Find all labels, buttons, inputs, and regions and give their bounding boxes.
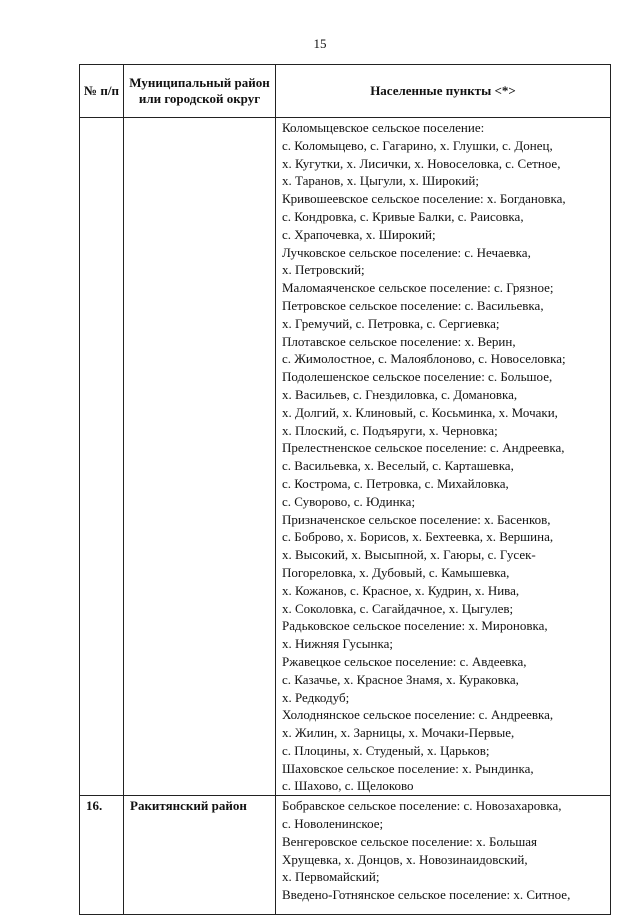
settlement-line: Плотавское сельское поселение: х. Верин, [282, 333, 516, 349]
settlement-line: х. Первомайский; [282, 869, 380, 885]
settlement-line: с. Храпочевка, х. Широкий; [282, 226, 436, 242]
header-num: № п/п [80, 65, 124, 118]
row-district-cell [124, 118, 276, 796]
settlement-line: Призначенское сельское поселение: х. Басенков, [282, 511, 551, 527]
settlements-list [276, 796, 610, 904]
row-num-cell [80, 118, 124, 796]
settlement-line: Хрущевка, х. Донцов, х. Новозинаидовский, [282, 851, 528, 867]
settlement-line: с. Новоленинское; [282, 816, 384, 832]
row-num [80, 118, 123, 119]
settlement-line: х. Нижняя Гусынка; [282, 636, 393, 652]
settlement-line: х. Редкодуб; [282, 689, 350, 705]
settlement-line: Прелестненское сельское поселение: с. Андреевка, [282, 440, 565, 456]
settlement-line: Кривошеевское сельское поселение: х. Богдановка, [282, 191, 566, 207]
header-district: Муниципальный район или городской округ [124, 65, 276, 118]
settlements-table [79, 64, 611, 915]
settlement-line: х. Жилин, х. Зарницы, х. Мочаки-Первые, [282, 725, 515, 741]
settlement-line: с. Шахово, с. Щелоково [282, 778, 414, 794]
settlement-line: Ржавецкое сельское поселение: с. Авдеевка, [282, 653, 527, 669]
settlement-line: х. Васильев, с. Гнездиловка, с. Домановка, [282, 386, 518, 402]
settlement-line: Подолешенское сельское поселение: с. Большое, [282, 369, 553, 385]
settlement-line: с. Плоцины, х. Студеный, х. Царьков; [282, 742, 490, 758]
settlement-line: х. Долгий, х. Клиновый, с. Косьминка, х. Мочаки, [282, 404, 558, 420]
page-number: 15 [313, 36, 327, 51]
settlement-line: Петровское сельское поселение: с. Васильевка, [282, 297, 544, 313]
settlement-line: с. Коломыцево, с. Гагарино, х. Глушки, с. Донец, [282, 137, 553, 153]
settlement-line: Радьковское сельское поселение: х. Мироновка, [282, 618, 548, 634]
table-row [80, 118, 611, 796]
row-district-cell [124, 796, 276, 915]
settlements-list [276, 118, 610, 795]
settlement-line: Маломаяченское сельское поселение: с. Грязное; [282, 280, 554, 296]
settlement-line: с. Жимолостное, с. Малояблоново, с. Новоселовка; [282, 351, 566, 367]
settlement-line: Введено-Готнянское сельское поселение: х. Ситное, [282, 887, 571, 903]
settlement-line: Погореловка, х. Дубовый, с. Камышевка, [282, 564, 510, 580]
settlement-line: с. Кострома, с. Петровка, с. Михайловка, [282, 475, 509, 491]
settlement-line: с. Казачье, х. Красное Знамя, х. Кураковка, [282, 671, 519, 687]
row-district: Ракитянский район [130, 798, 247, 814]
settlement-line: с. Васильевка, х. Веселый, с. Карташевка, [282, 458, 514, 474]
settlement-line: Холоднянское сельское поселение: с. Андреевка, [282, 707, 554, 723]
settlement-line: с. Кондровка, с. Кривые Балки, с. Раисовка, [282, 208, 524, 224]
settlement-line: Венгеровское сельское поселение: х. Большая [282, 833, 537, 849]
settlement-line: с. Суворово, с. Юдинка; [282, 493, 416, 509]
row-num-cell [80, 796, 124, 915]
settlement-line: Коломыцевское сельское поселение: [282, 120, 485, 135]
row-settlements-cell [276, 796, 611, 915]
settlement-line: х. Петровский; [282, 262, 365, 278]
settlement-line: х. Соколовка, с. Сагайдачное, х. Цыгулев; [282, 600, 514, 616]
table-row [80, 796, 611, 915]
header-settlements: Населенные пункты <*> [276, 65, 611, 118]
row-settlements-cell [276, 118, 611, 796]
settlement-line: с. Боброво, х. Борисов, х. Бехтеевка, х. Вершина, [282, 529, 554, 545]
settlement-line: Шаховское сельское поселение: х. Рындинка, [282, 760, 534, 776]
row-num: 16. [86, 798, 103, 814]
settlement-line: х. Кугутки, х. Лисички, х. Новоселовка, с. Сетное, [282, 155, 561, 171]
settlement-line: х. Высокий, х. Высыпной, х. Гаюры, с. Гусек- [282, 547, 536, 563]
row-district [124, 118, 275, 119]
table-header-row [80, 65, 611, 118]
settlement-line: Бобравское сельское поселение: с. Новозахаровка, [282, 798, 562, 814]
settlement-line: х. Гремучий, с. Петровка, с. Сергиевка; [282, 315, 500, 331]
settlement-line: х. Кожанов, с. Красное, х. Кудрин, х. Нива, [282, 582, 520, 598]
settlement-line: Лучковское сельское поселение: с. Нечаевка, [282, 244, 531, 260]
settlement-line: х. Плоский, с. Подъяруги, х. Черновка; [282, 422, 498, 438]
settlement-line: х. Таранов, х. Цыгули, х. Широкий; [282, 173, 479, 189]
